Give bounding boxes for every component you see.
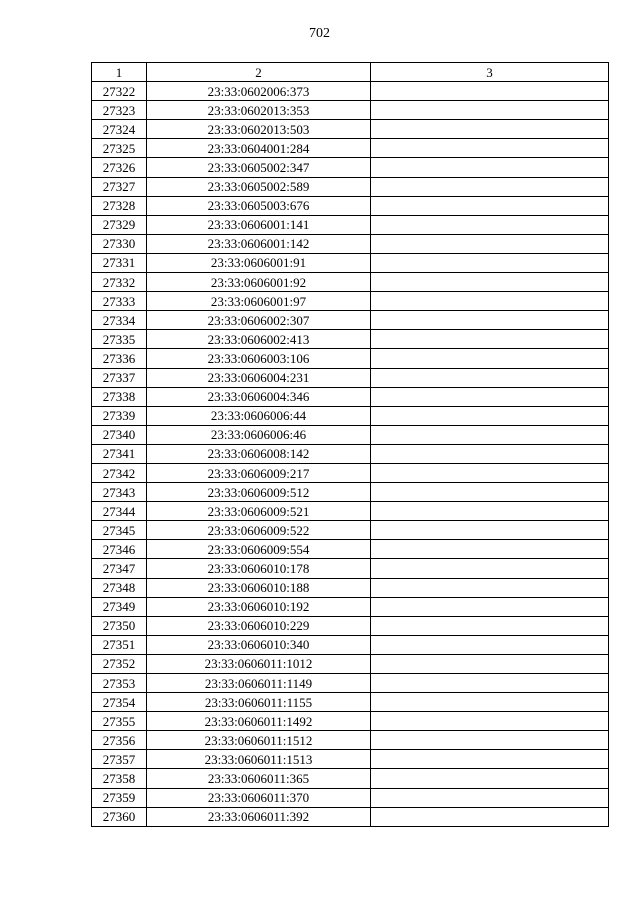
table-row [92,330,609,349]
cadastral-number-cell: 23:33:0606011:365 [147,769,371,788]
cadastral-number-cell: 23:33:0606011:1149 [147,674,371,693]
note-cell [371,158,609,177]
note-cell [371,788,609,807]
cadastral-number-cell: 23:33:0606001:142 [147,234,371,253]
note-cell [371,769,609,788]
cadastral-number-cell: 23:33:0606010:229 [147,616,371,635]
table-row [92,406,609,425]
table-row [92,674,609,693]
row-number-cell: 27329 [92,215,147,234]
table-header [92,63,609,82]
table-row [92,597,609,616]
row-number-cell: 27338 [92,387,147,406]
cadastral-number-cell: 23:33:0606011:1155 [147,693,371,712]
note-cell [371,82,609,101]
cadastral-number-cell: 23:33:0606009:521 [147,502,371,521]
column-header-3: 3 [371,63,609,82]
row-number-cell: 27359 [92,788,147,807]
row-number-cell: 27348 [92,578,147,597]
note-cell [371,654,609,673]
note-cell [371,483,609,502]
row-number-cell: 27333 [92,292,147,311]
column-header-1: 1 [92,63,147,82]
row-number-cell: 27353 [92,674,147,693]
note-cell [371,502,609,521]
table-row [92,349,609,368]
row-number-cell: 27339 [92,406,147,425]
table-row [92,425,609,444]
cadastral-number-cell: 23:33:0606006:44 [147,406,371,425]
cadastral-number-cell: 23:33:0606010:188 [147,578,371,597]
note-cell [371,559,609,578]
table-row [92,616,609,635]
row-number-cell: 27350 [92,616,147,635]
row-number-cell: 27351 [92,635,147,654]
note-cell [371,311,609,330]
table-row [92,387,609,406]
note-cell [371,253,609,272]
column-header-2: 2 [147,63,371,82]
row-number-cell: 27337 [92,368,147,387]
note-cell [371,540,609,559]
row-number-cell: 27325 [92,139,147,158]
cadastral-number-cell: 23:33:0606004:346 [147,387,371,406]
table-row [92,483,609,502]
cadastral-number-cell: 23:33:0606001:141 [147,215,371,234]
table-row [92,712,609,731]
note-cell [371,406,609,425]
cadastral-number-cell: 23:33:0606009:217 [147,463,371,482]
row-number-cell: 27347 [92,559,147,578]
page-number: 702 [309,26,330,41]
table-row [92,578,609,597]
cadastral-number-cell: 23:33:0606011:370 [147,788,371,807]
note-cell [371,273,609,292]
cadastral-number-cell: 23:33:0605002:589 [147,177,371,196]
table-row [92,196,609,215]
row-number-cell: 27335 [92,330,147,349]
cadastral-number-cell: 23:33:0606006:46 [147,425,371,444]
note-cell [371,597,609,616]
table-row [92,540,609,559]
cadastral-number-cell: 23:33:0606010:178 [147,559,371,578]
table-row [92,521,609,540]
row-number-cell: 27328 [92,196,147,215]
table-row [92,139,609,158]
row-number-cell: 27342 [92,463,147,482]
note-cell [371,616,609,635]
cadastral-number-cell: 23:33:0604001:284 [147,139,371,158]
cadastral-number-cell: 23:33:0606002:413 [147,330,371,349]
row-number-cell: 27346 [92,540,147,559]
cadastral-number-cell: 23:33:0606010:192 [147,597,371,616]
row-number-cell: 27336 [92,349,147,368]
note-cell [371,425,609,444]
note-cell [371,101,609,120]
cadastral-number-cell: 23:33:0602013:353 [147,101,371,120]
row-number-cell: 27332 [92,273,147,292]
table-row [92,750,609,769]
cadastral-number-cell: 23:33:0605002:347 [147,158,371,177]
note-cell [371,444,609,463]
row-number-cell: 27327 [92,177,147,196]
note-cell [371,139,609,158]
cadastral-number-cell: 23:33:0606011:392 [147,807,371,826]
note-cell [371,196,609,215]
note-cell [371,635,609,654]
row-number-cell: 27330 [92,234,147,253]
table-row [92,788,609,807]
cadastral-number-cell: 23:33:0606010:340 [147,635,371,654]
cadastral-number-cell: 23:33:0606011:1512 [147,731,371,750]
note-cell [371,177,609,196]
table-row [92,731,609,750]
note-cell [371,807,609,826]
note-cell [371,693,609,712]
table-row [92,559,609,578]
row-number-cell: 27360 [92,807,147,826]
cadastral-number-cell: 23:33:0606002:307 [147,311,371,330]
cadastral-number-cell: 23:33:0606009:522 [147,521,371,540]
cadastral-number-cell: 23:33:0606001:92 [147,273,371,292]
cadastral-number-cell: 23:33:0606011:1012 [147,654,371,673]
cadastral-number-cell: 23:33:0606011:1492 [147,712,371,731]
cadastral-number-cell: 23:33:0602013:503 [147,120,371,139]
cadastral-number-cell: 23:33:0606004:231 [147,368,371,387]
row-number-cell: 27326 [92,158,147,177]
cadastral-number-cell: 23:33:0606009:554 [147,540,371,559]
table-row [92,368,609,387]
note-cell [371,234,609,253]
row-number-cell: 27324 [92,120,147,139]
row-number-cell: 27345 [92,521,147,540]
row-number-cell: 27357 [92,750,147,769]
cadastral-number-cell: 23:33:0606011:1513 [147,750,371,769]
row-number-cell: 27331 [92,253,147,272]
table-row [92,635,609,654]
table-row [92,444,609,463]
row-number-cell: 27322 [92,82,147,101]
note-cell [371,330,609,349]
table-row [92,769,609,788]
note-cell [371,521,609,540]
row-number-cell: 27341 [92,444,147,463]
table-row [92,807,609,826]
note-cell [371,578,609,597]
cadastral-number-cell: 23:33:0606008:142 [147,444,371,463]
registry-table [91,62,609,827]
table-row [92,502,609,521]
header-row [92,63,609,82]
table-row [92,158,609,177]
cadastral-number-cell: 23:33:0606001:97 [147,292,371,311]
note-cell [371,215,609,234]
note-cell [371,731,609,750]
cadastral-number-cell: 23:33:0606009:512 [147,483,371,502]
note-cell [371,712,609,731]
note-cell [371,349,609,368]
table-row [92,215,609,234]
note-cell [371,368,609,387]
note-cell [371,387,609,406]
row-number-cell: 27358 [92,769,147,788]
row-number-cell: 27344 [92,502,147,521]
row-number-cell: 27323 [92,101,147,120]
note-cell [371,292,609,311]
table-row [92,120,609,139]
row-number-cell: 27356 [92,731,147,750]
table-row [92,101,609,120]
row-number-cell: 27354 [92,693,147,712]
table-body [92,82,609,827]
row-number-cell: 27343 [92,483,147,502]
row-number-cell: 27349 [92,597,147,616]
row-number-cell: 27352 [92,654,147,673]
cadastral-number-cell: 23:33:0606003:106 [147,349,371,368]
row-number-cell: 27340 [92,425,147,444]
table-row [92,273,609,292]
table-row [92,654,609,673]
cadastral-number-cell: 23:33:0605003:676 [147,196,371,215]
table-row [92,463,609,482]
table-row [92,292,609,311]
note-cell [371,674,609,693]
table-row [92,693,609,712]
table-row [92,253,609,272]
note-cell [371,120,609,139]
note-cell [371,750,609,769]
table-row [92,177,609,196]
table-row [92,234,609,253]
cadastral-number-cell: 23:33:0606001:91 [147,253,371,272]
table-row [92,311,609,330]
cadastral-number-cell: 23:33:0602006:373 [147,82,371,101]
row-number-cell: 27355 [92,712,147,731]
note-cell [371,463,609,482]
row-number-cell: 27334 [92,311,147,330]
table-row [92,82,609,101]
